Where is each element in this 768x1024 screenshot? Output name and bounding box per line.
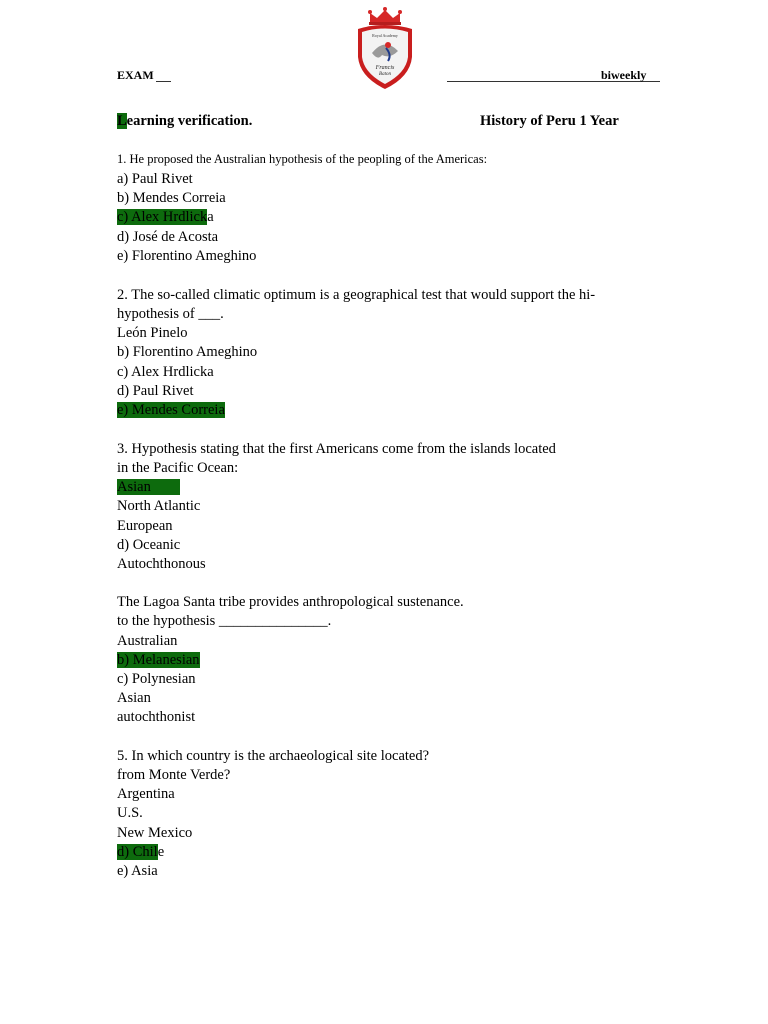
text-line	[117, 497, 200, 516]
logo-arc-text: Royal Academy	[372, 33, 398, 38]
line-text: New Mexico	[117, 825, 193, 841]
line-text: North Atlantic	[117, 498, 201, 514]
line-text: hypothesis of ___.	[117, 306, 224, 322]
line-text: European	[117, 518, 173, 534]
text-line	[117, 440, 556, 459]
school-logo	[352, 7, 418, 93]
text-line	[117, 228, 218, 247]
text-line	[117, 150, 487, 169]
text-line	[117, 247, 256, 266]
text-line	[117, 517, 173, 536]
logo-name-line1: Francis	[375, 65, 395, 71]
highlighted-answer: b) Melanesian	[117, 652, 200, 668]
line-text: to the hypothesis _______________.	[117, 613, 332, 629]
line-text: Asian	[117, 690, 151, 706]
logo-name-line2: Baton	[379, 72, 391, 77]
line-text: 3. Hypothesis stating that the first Americans come from the islands located	[117, 441, 556, 457]
page-title	[117, 113, 252, 130]
title-text: earning verification.	[126, 113, 253, 129]
line-text: in the Pacific Ocean:	[117, 460, 239, 476]
text-line	[117, 401, 225, 420]
line-text: Argentina	[117, 786, 175, 802]
highlighted-answer: c) Alex Hrdlick	[117, 209, 208, 225]
line-text: e) Asia	[117, 863, 158, 879]
biweekly-label: biweekly	[601, 68, 647, 82]
text-line	[117, 189, 226, 208]
course-title: History of Peru 1 Year	[480, 113, 619, 129]
highlighted-answer: d) Chil	[117, 844, 158, 860]
text-line	[117, 632, 177, 651]
text-line	[117, 286, 595, 305]
text-line	[117, 747, 429, 766]
exam-underline	[156, 81, 171, 82]
line-text: León Pinelo	[117, 325, 188, 341]
text-line	[117, 555, 206, 574]
highlighted-answer: e) Mendes Correia	[117, 402, 225, 418]
line-text: The Lagoa Santa tribe provides anthropological sustenance.	[117, 594, 464, 610]
text-line	[117, 824, 192, 843]
line-text: d) Oceanic	[117, 537, 181, 553]
line-text: U.S.	[117, 805, 143, 821]
line-text: from Monte Verde?	[117, 767, 231, 783]
line-text: a) Paul Rivet	[117, 171, 193, 187]
crown-icon	[368, 7, 402, 25]
line-text: b) Florentino Ameghino	[117, 344, 258, 360]
line-text: d) Paul Rivet	[117, 383, 194, 399]
text-line	[117, 708, 195, 727]
line-text: e) Florentino Ameghino	[117, 248, 257, 264]
text-line	[117, 670, 196, 689]
text-line	[117, 459, 238, 478]
text-line	[117, 843, 164, 862]
text-line	[117, 208, 214, 227]
text-line	[117, 862, 158, 881]
line-text: a	[207, 209, 214, 225]
line-text: c) Polynesian	[117, 671, 196, 687]
text-line	[117, 382, 194, 401]
text-line	[117, 536, 180, 555]
text-line	[117, 785, 175, 804]
line-text: d) José de Acosta	[117, 229, 219, 245]
line-text: Autochthonous	[117, 556, 206, 572]
text-line	[117, 170, 193, 189]
text-line	[117, 612, 331, 631]
highlighted-answer: Asian	[117, 479, 180, 495]
line-text: 1. He proposed the Australian hypothesis of the peopling of the Americas:	[117, 152, 488, 166]
line-text: e	[157, 844, 165, 860]
line-text: 5. In which country is the archaeological site located?	[117, 748, 430, 764]
line-text: autochthonist	[117, 709, 196, 725]
text-line	[117, 324, 187, 343]
line-text: b) Mendes Correia	[117, 190, 226, 206]
text-line	[117, 689, 151, 708]
text-line	[117, 804, 143, 823]
line-text: 2. The so-called climatic optimum is a geographical test that would support the hi-	[117, 287, 596, 303]
line-text: Australian	[117, 633, 178, 649]
exam-label: EXAM	[117, 68, 154, 82]
text-line	[117, 766, 230, 785]
text-line	[117, 651, 200, 670]
text-line	[117, 305, 224, 324]
text-line	[117, 343, 257, 362]
text-line	[117, 593, 464, 612]
text-line	[117, 363, 214, 382]
title-highlight: L	[117, 113, 127, 129]
text-line	[117, 478, 180, 497]
line-text: c) Alex Hrdlicka	[117, 364, 214, 380]
